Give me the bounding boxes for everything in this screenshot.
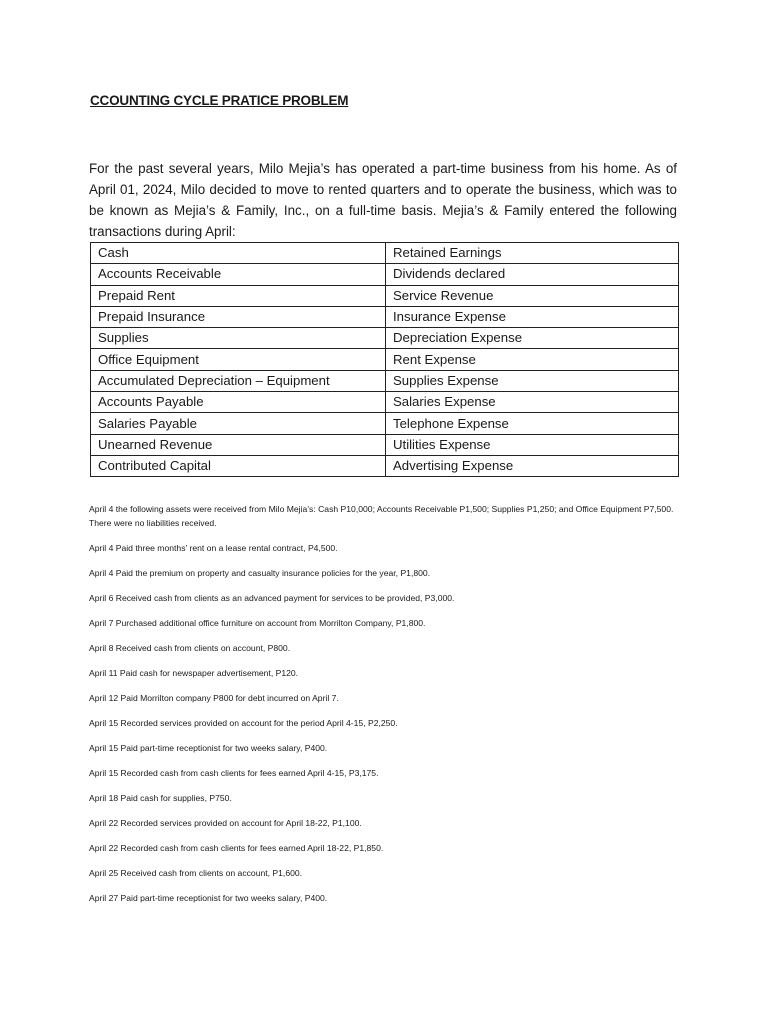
account-cell: Insurance Expense [386,306,679,327]
table-row [91,243,679,264]
account-cell: Contributed Capital [91,455,386,476]
document-title: CCOUNTING CYCLE PRATICE PROBLEM [90,93,349,108]
account-cell: Accumulated Depreciation – Equipment [91,370,386,391]
account-cell: Accounts Receivable [91,264,386,285]
transaction-item: April 11 Paid cash for newspaper advertisement, P120. [89,667,299,678]
table-row [91,370,679,391]
table-row [91,264,679,285]
transaction-item: April 6 Received cash from clients as an advanced payment for services to be provided, P3,000. [89,592,455,603]
account-cell: Salaries Payable [91,413,386,434]
table-row [91,328,679,349]
transaction-item: April 4 the following assets were received from Milo Mejia’s: Cash P10,000; Accounts Receivable P1,500; Supplies P1,250; and Office Equipment P7,500. There were no liabilities received. [89,504,674,528]
table-row [91,306,679,327]
account-cell: Cash [91,243,386,264]
transactions-list [89,503,681,917]
table-row [91,285,679,306]
account-cell: Retained Earnings [386,243,679,264]
transaction-item: April 8 Received cash from clients on account, P800. [89,642,291,653]
transaction-item: April 12 Paid Morrilton company P800 for debt incurred on April 7. [89,692,339,703]
account-cell: Rent Expense [386,349,679,370]
account-cell: Unearned Revenue [91,434,386,455]
transaction-item: April 25 Received cash from clients on account, P1,600. [89,867,303,878]
intro-paragraph: For the past several years, Milo Mejia’s has operated a part-time business from his home. As of April 01, 2024, Milo decided to move to rented quarters and to operate the business, which was to be known as Mejia’s & Family, Inc., on a full-time basis. Mejia’s & Family entered the following transactions during April: [89,161,677,239]
account-cell: Supplies Expense [386,370,679,391]
table-row [91,413,679,434]
transaction-item: April 18 Paid cash for supplies, P750. [89,792,232,803]
table-row [91,455,679,476]
account-cell: Supplies [91,328,386,349]
table-row [91,349,679,370]
transaction-item: April 15 Recorded cash from cash clients for fees earned April 4-15, P3,175. [89,767,379,778]
account-cell: Prepaid Insurance [91,306,386,327]
account-cell: Service Revenue [386,285,679,306]
account-cell: Accounts Payable [91,392,386,413]
account-cell: Salaries Expense [386,392,679,413]
accounts-table [90,242,679,477]
transaction-item: April 4 Paid three months’ rent on a lease rental contract, P4,500. [89,542,338,553]
account-cell: Office Equipment [91,349,386,370]
account-cell: Dividends declared [386,264,679,285]
transaction-item: April 7 Purchased additional office furniture on account from Morrilton Company, P1,800. [89,617,426,628]
account-cell: Utilities Expense [386,434,679,455]
transaction-item: April 27 Paid part-time receptionist for two weeks salary, P400. [89,892,328,903]
transaction-item: April 15 Paid part-time receptionist for two weeks salary, P400. [89,742,328,753]
account-cell: Telephone Expense [386,413,679,434]
transaction-item: April 15 Recorded services provided on account for the period April 4-15, P2,250. [89,717,398,728]
account-cell: Depreciation Expense [386,328,679,349]
transaction-item: April 4 Paid the premium on property and casualty insurance policies for the year, P1,800. [89,567,431,578]
table-row [91,392,679,413]
account-cell: Prepaid Rent [91,285,386,306]
transaction-item: April 22 Recorded cash from cash clients for fees earned April 18-22, P1,850. [89,842,384,853]
account-cell: Advertising Expense [386,455,679,476]
transaction-item: April 22 Recorded services provided on account for April 18-22, P1,100. [89,817,362,828]
table-row [91,434,679,455]
